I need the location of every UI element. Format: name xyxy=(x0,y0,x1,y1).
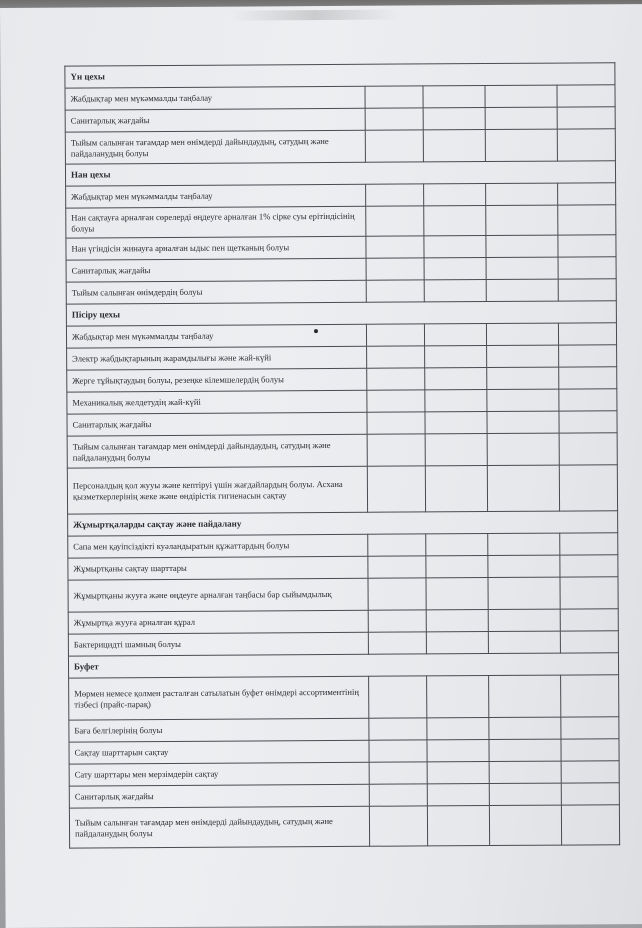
value-cell-4[interactable] xyxy=(558,279,616,301)
value-cell-4[interactable] xyxy=(560,631,618,653)
value-cell-3[interactable] xyxy=(487,433,559,465)
value-cell-4[interactable] xyxy=(561,761,619,783)
value-cell-3[interactable] xyxy=(487,389,559,411)
value-cell-2[interactable] xyxy=(427,762,489,784)
item-label: Сапа мен қауіпсіздікті куәландыратын құжаттардың болуы xyxy=(68,534,368,558)
item-label: Санитарлық жағдайы xyxy=(66,258,366,282)
value-cell-3[interactable] xyxy=(489,675,561,717)
item-label: Тыйым салынған өнімдердің болуы xyxy=(66,280,366,304)
item-label: Бактерицидті шамның болуы xyxy=(68,632,368,656)
checklist-row xyxy=(69,675,619,720)
value-cell-4[interactable] xyxy=(558,323,616,345)
value-cell-2[interactable] xyxy=(423,86,485,108)
checklist-row xyxy=(68,577,618,612)
section-title: Пісіру цехы xyxy=(66,301,616,326)
value-cell-1[interactable] xyxy=(368,578,426,610)
value-cell-4[interactable] xyxy=(561,783,619,805)
value-cell-2[interactable] xyxy=(427,784,489,806)
value-cell-1[interactable] xyxy=(366,184,424,206)
value-cell-3[interactable] xyxy=(485,129,557,161)
value-cell-1[interactable] xyxy=(369,806,427,846)
value-cell-3[interactable] xyxy=(486,183,558,205)
value-cell-2[interactable] xyxy=(427,806,489,846)
value-cell-4[interactable] xyxy=(560,609,618,631)
value-cell-2[interactable] xyxy=(426,578,488,610)
value-cell-2[interactable] xyxy=(424,258,486,280)
item-label: Жұмыртқа жууға арналған құрал xyxy=(68,610,368,634)
item-label: Жерге тұйықтаудың болуы, резеңке кілемшелердің болуы xyxy=(67,368,367,392)
value-cell-3[interactable] xyxy=(487,465,559,511)
value-cell-1[interactable] xyxy=(367,368,425,390)
value-cell-3[interactable] xyxy=(487,411,559,433)
value-cell-1[interactable] xyxy=(368,534,426,556)
item-label: Персоналдың қол жууы және кептіруі үшін жағдайлардың болуы. Асхана қызметкерлерінің жеке және өндірістік гигиенасын сақтау xyxy=(67,466,367,514)
value-cell-4[interactable] xyxy=(557,129,615,161)
checklist-row xyxy=(67,433,617,468)
value-cell-4[interactable] xyxy=(559,411,617,433)
checklist-table xyxy=(64,62,620,848)
value-cell-1[interactable] xyxy=(369,718,427,740)
value-cell-4[interactable] xyxy=(561,739,619,761)
value-cell-3[interactable] xyxy=(489,717,561,739)
value-cell-1[interactable] xyxy=(366,258,424,280)
value-cell-4[interactable] xyxy=(559,433,617,465)
value-cell-4[interactable] xyxy=(559,465,617,511)
value-cell-3[interactable] xyxy=(488,533,560,555)
checklist-row xyxy=(69,805,619,848)
value-cell-3[interactable] xyxy=(489,761,561,783)
value-cell-2[interactable] xyxy=(423,108,485,130)
value-cell-1[interactable] xyxy=(366,236,424,258)
item-label: Жұмыртқаны сақтау шарттары xyxy=(68,556,368,580)
item-label: Нан үгіндісін жинауға арналған ыдыс пен щетканың болуы xyxy=(66,236,366,260)
item-label: Электр жабдықтарының жарамдылығы және жай-күйі xyxy=(67,346,367,370)
section-title: Үн цехы xyxy=(65,63,615,88)
item-label: Санитарлық жағдайы xyxy=(67,412,367,436)
value-cell-2[interactable] xyxy=(426,610,488,632)
value-cell-4[interactable] xyxy=(560,555,618,577)
value-cell-1[interactable] xyxy=(366,280,424,302)
value-cell-1[interactable] xyxy=(369,762,427,784)
value-cell-1[interactable] xyxy=(367,346,425,368)
value-cell-1[interactable] xyxy=(369,784,427,806)
item-label: Тыйым салынған тағамдар мен өнімдерді дайындаудың, сатудың және пайдаланудың болуы xyxy=(69,806,369,848)
value-cell-2[interactable] xyxy=(424,184,486,206)
value-cell-3[interactable] xyxy=(486,235,558,257)
value-cell-2[interactable] xyxy=(424,236,486,258)
value-cell-4[interactable] xyxy=(561,675,619,717)
value-cell-2[interactable] xyxy=(426,632,488,654)
value-cell-4[interactable] xyxy=(558,205,616,235)
value-cell-3[interactable] xyxy=(489,805,561,845)
item-label: Жабдықтар мен мүкәммалды таңбалау xyxy=(66,184,366,208)
value-cell-1[interactable] xyxy=(366,206,424,236)
value-cell-1[interactable] xyxy=(366,324,424,346)
value-cell-2[interactable] xyxy=(424,206,486,236)
value-cell-3[interactable] xyxy=(488,577,560,609)
value-cell-3[interactable] xyxy=(488,631,560,653)
value-cell-3[interactable] xyxy=(485,107,557,129)
value-cell-3[interactable] xyxy=(489,739,561,761)
value-cell-3[interactable] xyxy=(486,323,558,345)
value-cell-2[interactable] xyxy=(425,466,487,512)
value-cell-4[interactable] xyxy=(557,85,615,107)
value-cell-2[interactable] xyxy=(424,280,486,302)
item-label: Санитарлық жағдайы xyxy=(65,108,365,132)
checklist-row xyxy=(65,129,615,164)
item-label: Жабдықтар мен мүкәммалды таңбалау xyxy=(65,86,365,110)
value-cell-3[interactable] xyxy=(486,257,558,279)
item-label: Санитарлық жағдайы xyxy=(69,784,369,808)
section-title: Буфет xyxy=(68,653,618,678)
value-cell-3[interactable] xyxy=(487,345,559,367)
value-cell-4[interactable] xyxy=(559,367,617,389)
value-cell-3[interactable] xyxy=(486,205,558,235)
value-cell-4[interactable] xyxy=(558,183,616,205)
value-cell-2[interactable] xyxy=(425,390,487,412)
value-cell-1[interactable] xyxy=(369,676,427,718)
value-cell-3[interactable] xyxy=(487,367,559,389)
value-cell-2[interactable] xyxy=(425,368,487,390)
item-label: Механикалық желдетудің жай-күйі xyxy=(67,390,367,414)
value-cell-4[interactable] xyxy=(561,805,619,845)
value-cell-3[interactable] xyxy=(488,609,560,631)
value-cell-2[interactable] xyxy=(427,676,489,718)
value-cell-2[interactable] xyxy=(427,718,489,740)
value-cell-4[interactable] xyxy=(558,257,616,279)
value-cell-3[interactable] xyxy=(486,279,558,301)
value-cell-4[interactable] xyxy=(560,577,618,609)
value-cell-2[interactable] xyxy=(425,434,487,466)
value-cell-3[interactable] xyxy=(489,783,561,805)
value-cell-1[interactable] xyxy=(368,632,426,654)
value-cell-2[interactable] xyxy=(427,740,489,762)
value-cell-4[interactable] xyxy=(561,717,619,739)
value-cell-4[interactable] xyxy=(560,533,618,555)
top-smudge xyxy=(230,10,400,21)
value-cell-4[interactable] xyxy=(559,389,617,411)
checklist-row xyxy=(67,465,617,514)
item-label: Сату шарттары мен мерзімдерін сақтау xyxy=(69,762,369,786)
item-label: Тыйым салынған тағамдар мен өнімдерді дайындаудың, сатудың және пайдаланудың болуы xyxy=(67,434,367,468)
value-cell-2[interactable] xyxy=(425,346,487,368)
value-cell-1[interactable] xyxy=(367,466,425,512)
value-cell-1[interactable] xyxy=(367,412,425,434)
value-cell-3[interactable] xyxy=(485,85,557,107)
value-cell-4[interactable] xyxy=(558,235,616,257)
value-cell-2[interactable] xyxy=(425,412,487,434)
checklist-body xyxy=(65,63,620,848)
item-label: Жұмыртқаны жууға және өңдеуге арналған таңбасы бар сыйымдылық xyxy=(68,578,368,612)
value-cell-3[interactable] xyxy=(488,555,560,577)
checklist-row xyxy=(66,205,616,238)
value-cell-1[interactable] xyxy=(365,130,423,162)
value-cell-1[interactable] xyxy=(367,390,425,412)
section-title: Нан цехы xyxy=(65,161,615,186)
value-cell-4[interactable] xyxy=(559,345,617,367)
section-title: Жұмыртқаларды сақтау және пайдалану xyxy=(68,511,618,536)
item-label: Тыйым салынған тағамдар мен өнімдерді дайындаудың, сатудың және пайдаланудың болуы xyxy=(65,130,365,164)
value-cell-2[interactable] xyxy=(423,130,485,162)
item-label: Баға белгілерінің болуы xyxy=(69,718,369,742)
value-cell-1[interactable] xyxy=(367,434,425,466)
value-cell-1[interactable] xyxy=(368,610,426,632)
value-cell-1[interactable] xyxy=(365,86,423,108)
item-label: Мөрмен немесе қолмен расталған сатылатын буфет өнімдері ассортиментінің тізбесі (прайс-парақ) xyxy=(69,676,369,720)
value-cell-1[interactable] xyxy=(368,556,426,578)
paper-sheet xyxy=(0,4,642,928)
value-cell-2[interactable] xyxy=(424,324,486,346)
item-label: Нан сақтауға арналған сөрелерді өңдеуге арналған 1% сірке суы ерітіндісінің болуы xyxy=(66,206,366,238)
value-cell-1[interactable] xyxy=(369,740,427,762)
value-cell-2[interactable] xyxy=(426,556,488,578)
value-cell-2[interactable] xyxy=(426,534,488,556)
value-cell-4[interactable] xyxy=(557,107,615,129)
item-label: Сақтау шарттарын сақтау xyxy=(69,740,369,764)
item-label: Жабдықтар мен мүкәммалды таңбалау xyxy=(66,324,366,348)
value-cell-1[interactable] xyxy=(365,108,423,130)
